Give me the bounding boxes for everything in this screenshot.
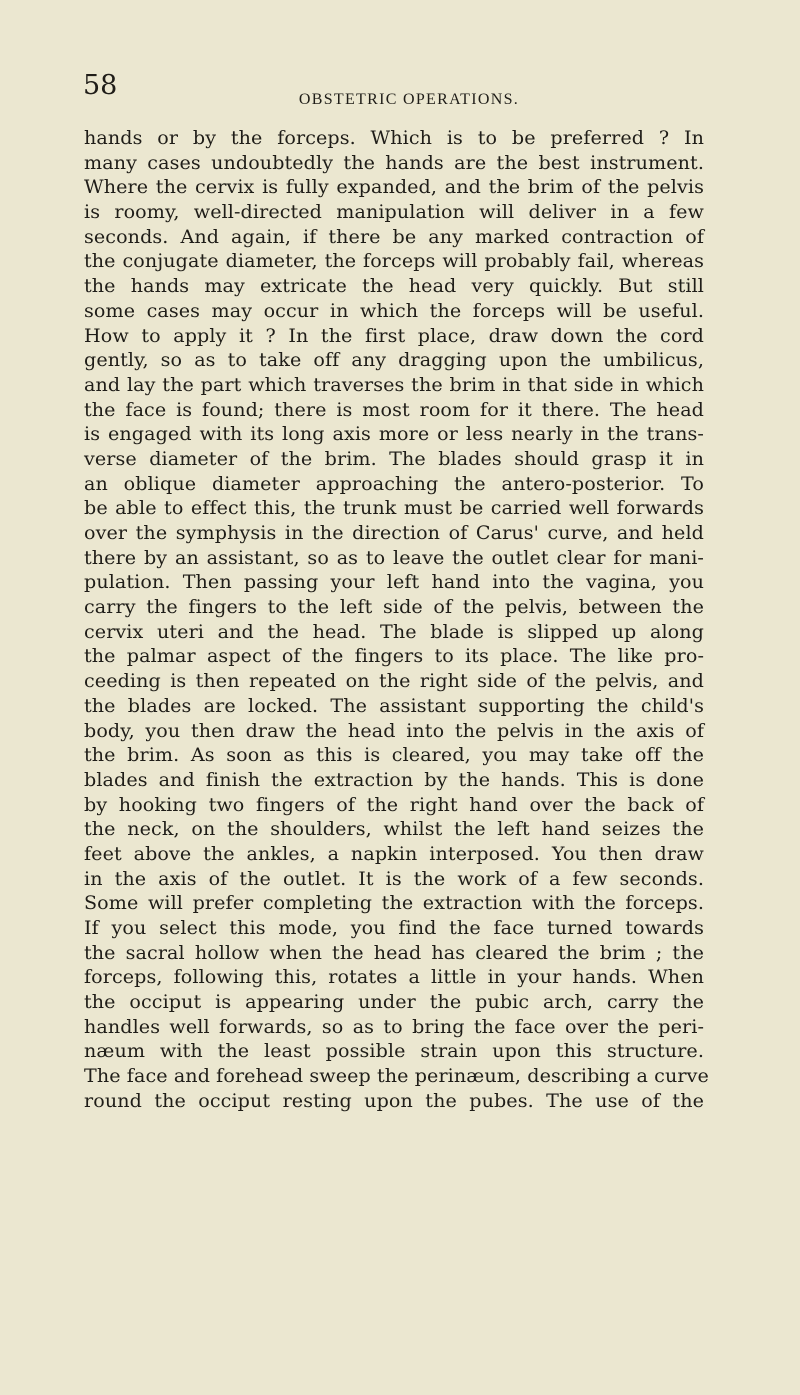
text-line: Some will prefer completing the extraction with the forceps. xyxy=(84,891,704,915)
text-line: ceeding is then repeated on the right side of the pelvis, and xyxy=(84,669,704,693)
text-line: body, you then draw the head into the pelvis in the axis of xyxy=(84,718,704,742)
text-line: the face is found; there is most room for it there. The head xyxy=(84,397,704,421)
text-line: The face and forehead sweep the perinæum, describing a curve xyxy=(84,1064,709,1088)
text-line: cervix uteri and the head. The blade is slipped up along xyxy=(84,619,704,643)
text-line: over the symphysis in the direction of Carus' curve, and held xyxy=(84,521,704,544)
text-line: there by an assistant, so as to leave the outlet clear for mani- xyxy=(84,545,704,569)
text-line: round the occiput resting upon the pubes. The use of the xyxy=(84,1088,704,1112)
text-line: is roomy, well-directed manipulation will deliver in a few xyxy=(84,200,704,224)
text-line: the neck, on the shoulders, whilst the left hand seizes the xyxy=(84,817,704,841)
text-line: gently, so as to take off any dragging upon the umbilicus, xyxy=(84,348,704,372)
text-line: and lay the part which traverses the brim in that side in which xyxy=(84,372,704,396)
text-line: hands or by the forceps. Which is to be preferred ? In xyxy=(84,126,704,149)
page-number: 58 xyxy=(83,70,118,101)
text-line: by hooking two fingers of the right hand over the back of xyxy=(84,792,704,816)
text-line: the conjugate diameter, the forceps will probably fail, whereas xyxy=(84,249,704,273)
text-line: forceps, following this, rotates a little in your hands. When xyxy=(84,965,704,989)
text-line: many cases undoubtedly the hands are the best instrument. xyxy=(84,150,704,174)
text-line: the palmar aspect of the fingers to its place. The like pro- xyxy=(84,644,704,668)
text-line: some cases may occur in which the forceps will be useful. xyxy=(84,298,704,322)
text-line: carry the fingers to the left side of the pelvis, between the xyxy=(84,595,704,619)
text-line: How to apply it ? In the first place, draw down the cord xyxy=(84,323,704,347)
text-line: pulation. Then passing your left hand into the vagina, you xyxy=(84,570,704,594)
text-line: the sacral hollow when the head has cleared the brim ; the xyxy=(84,940,704,964)
text-line: verse diameter of the brim. The blades should grasp it in xyxy=(84,446,704,470)
text-line: blades and finish the extraction by the hands. This is done xyxy=(84,767,704,791)
text-line: seconds. And again, if there be any marked contraction of xyxy=(84,224,704,248)
text-line: in the axis of the outlet. It is the work of a few seconds. xyxy=(84,866,704,890)
text-line: an oblique diameter approaching the antero-posterior. To xyxy=(84,471,704,495)
text-line: handles well forwards, so as to bring the face over the peri- xyxy=(84,1014,704,1038)
text-line: feet above the ankles, a napkin interposed. You then draw xyxy=(84,841,704,865)
text-line: If you select this mode, you find the face turned towards xyxy=(84,916,704,939)
text-line: the occiput is appearing under the pubic arch, carry the xyxy=(84,990,704,1014)
text-line: næum with the least possible strain upon this structure. xyxy=(84,1039,704,1063)
text-line: is engaged with its long axis more or less nearly in the trans- xyxy=(84,422,704,446)
text-line: the hands may extricate the head very quickly. But still xyxy=(84,274,704,298)
text-line: Where the cervix is fully expanded, and the brim of the pelvis xyxy=(84,175,704,199)
body-text xyxy=(84,126,709,1114)
text-line: the brim. As soon as this is cleared, you may take off the xyxy=(84,743,704,767)
text-line: the blades are locked. The assistant supporting the child's xyxy=(84,693,704,717)
running-head: OBSTETRIC OPERATIONS. xyxy=(298,91,520,108)
text-line: be able to effect this, the trunk must be carried well forwards xyxy=(84,496,704,520)
